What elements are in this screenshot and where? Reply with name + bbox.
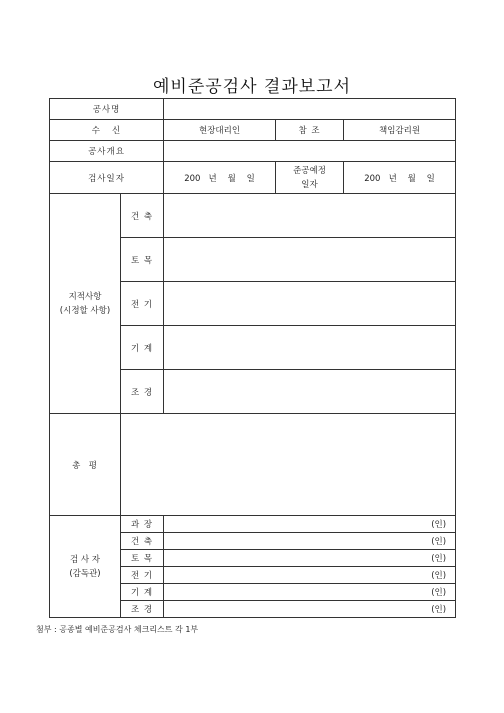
cc-label: 참 조 xyxy=(276,120,344,141)
findings-item-label: 기 계 xyxy=(121,326,164,370)
inspection-date-value[interactable]: 200 년 월 일 xyxy=(164,162,276,194)
summary-label: 총 평 xyxy=(50,414,121,516)
findings-item-label: 조 경 xyxy=(121,370,164,414)
report-form xyxy=(49,98,456,618)
inspector-role: 기 계 xyxy=(121,584,164,601)
findings-item-label: 건 축 xyxy=(121,194,164,238)
inspector-signature-field[interactable]: (인) xyxy=(164,550,456,567)
inspectors-label xyxy=(50,516,121,618)
overview-label: 공사개요 xyxy=(50,141,164,162)
findings-field[interactable] xyxy=(164,194,456,238)
project-name-field[interactable] xyxy=(164,99,456,120)
completion-date-value[interactable]: 200 년 월 일 xyxy=(344,162,456,194)
recipient-label: 수 신 xyxy=(50,120,164,141)
findings-field[interactable] xyxy=(164,238,456,282)
recipient-value[interactable]: 현장대리인 xyxy=(164,120,276,141)
inspectors-label-line1: 검 사 자 xyxy=(69,554,101,565)
inspector-role: 토 목 xyxy=(121,550,164,567)
row-summary xyxy=(50,414,456,516)
findings-field[interactable] xyxy=(164,282,456,326)
project-name-label: 공사명 xyxy=(50,99,164,120)
findings-field[interactable] xyxy=(164,326,456,370)
inspector-signature-field[interactable]: (인) xyxy=(164,567,456,584)
cc-value[interactable]: 책임감리원 xyxy=(344,120,456,141)
findings-field[interactable] xyxy=(164,370,456,414)
row-recipient xyxy=(50,120,456,141)
row-project-name xyxy=(50,99,456,120)
inspector-signature-field[interactable]: (인) xyxy=(164,533,456,550)
completion-label-line2: 일자 xyxy=(301,179,318,190)
row-overview xyxy=(50,141,456,162)
findings-item-label: 토 목 xyxy=(121,238,164,282)
inspector-role: 전 기 xyxy=(121,567,164,584)
summary-field[interactable] xyxy=(121,414,456,516)
inspector-signature-field[interactable]: (인) xyxy=(164,601,456,618)
attachment-note: 첨부 : 공종별 예비준공검사 체크리스트 각 1부 xyxy=(36,625,199,634)
inspector-signature-field[interactable]: (인) xyxy=(164,516,456,533)
findings-item-label: 전 기 xyxy=(121,282,164,326)
completion-label-line1: 준공예정 xyxy=(293,165,326,176)
completion-date-label xyxy=(276,162,344,194)
inspector-role: 조 경 xyxy=(121,601,164,618)
inspectors-label-line2: (감독관) xyxy=(69,568,101,579)
inspector-role: 건 축 xyxy=(121,533,164,550)
findings-row xyxy=(50,194,456,238)
inspector-signature-field[interactable]: (인) xyxy=(164,584,456,601)
overview-field[interactable] xyxy=(164,141,456,162)
row-inspection-date xyxy=(50,162,456,194)
page-title: 예비준공검사 결과보고서 xyxy=(152,77,352,97)
inspector-role: 과 장 xyxy=(121,516,164,533)
findings-label xyxy=(50,194,121,414)
inspector-row xyxy=(50,516,456,533)
findings-label-line1: 지적사항 xyxy=(68,291,102,302)
inspection-date-label: 검사일자 xyxy=(50,162,164,194)
findings-label-line2: (시정할 사항) xyxy=(59,305,111,316)
